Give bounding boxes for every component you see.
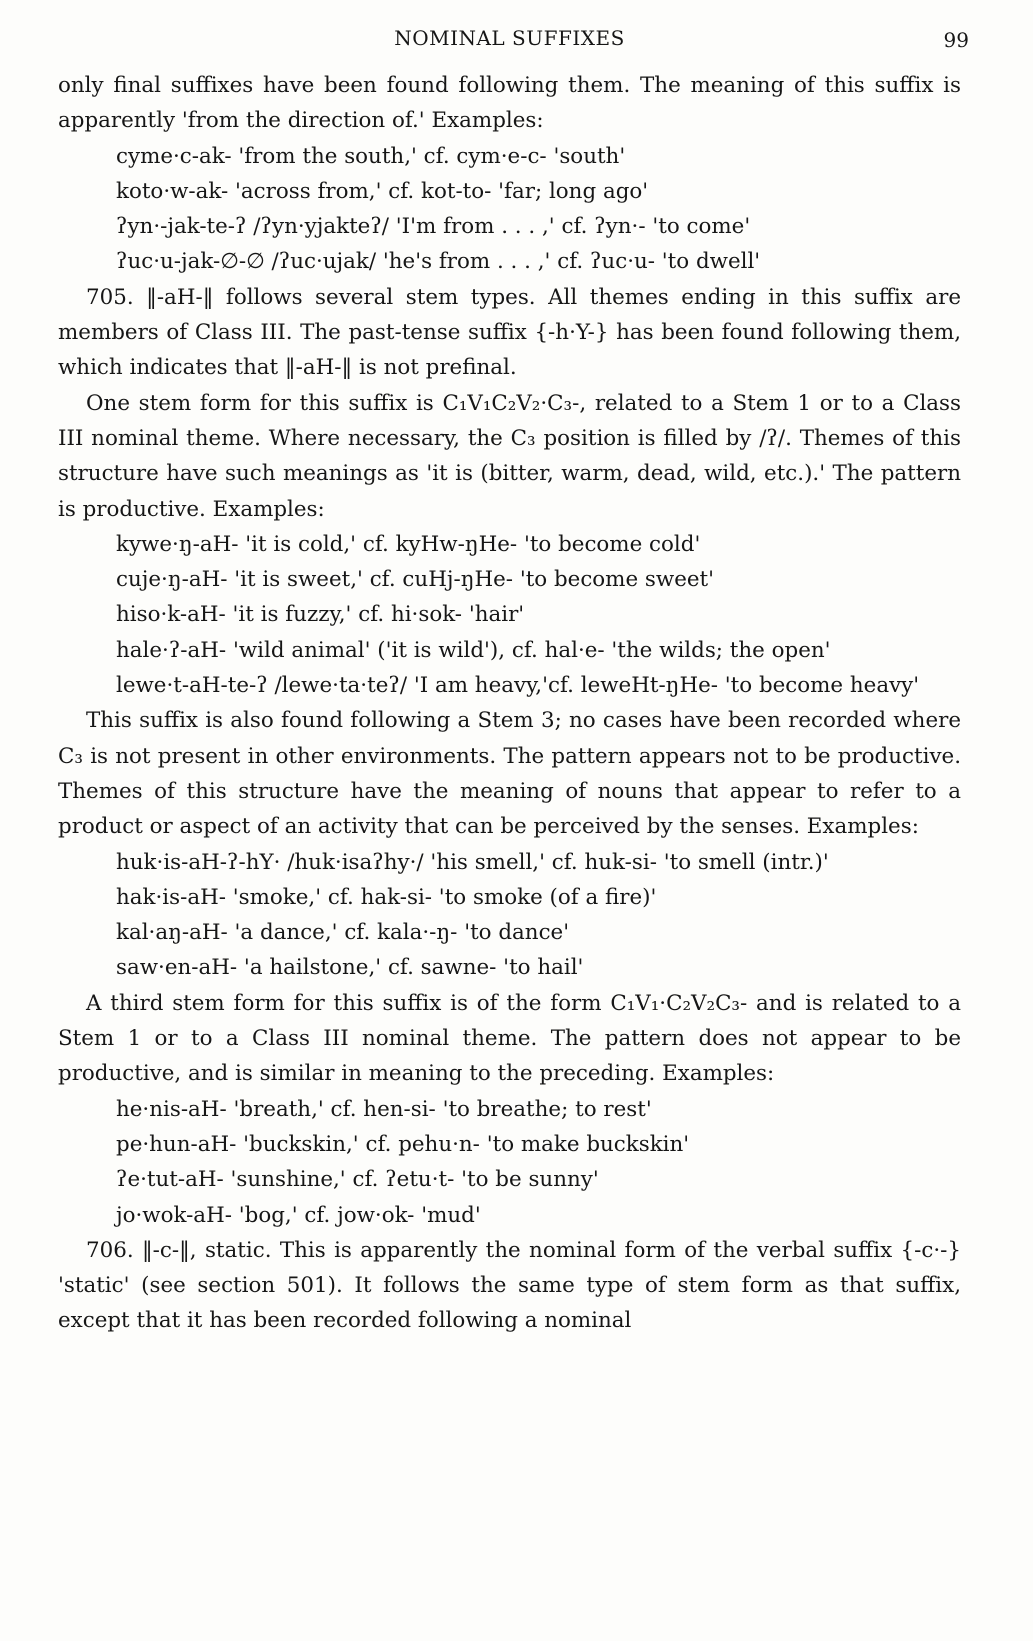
example-line: he·nis-aH- 'breath,' cf. hen-si- 'to breathe; to rest' — [116, 1096, 652, 1122]
example-line: ʔyn·-jak-te-ʔ /ʔyn·yjakteʔ/ 'I'm from . . . ,' cf. ʔyn·- 'to come' — [116, 214, 751, 240]
example-line: hiso·k-aH- 'it is fuzzy,' cf. hi·sok- 'hair' — [116, 602, 525, 628]
example-line: hale·ʔ-aH- 'wild animal' ('it is wild'), cf. hal·e- 'the wilds; the open' — [116, 637, 831, 663]
example-line: kywe·ŋ-aH- 'it is cold,' cf. kyHw-ŋHe- 'to become cold' — [116, 531, 701, 557]
running-head: NOMINAL SUFFIXES — [394, 26, 625, 50]
example-line: saw·en-aH- 'a hailstone,' cf. sawne- 'to hail' — [116, 955, 584, 981]
example-line: huk·is-aH-ʔ-hY· /huk·isaʔhy·/ 'his smell,' cf. huk-si- 'to smell (intr.)' — [116, 849, 829, 875]
example-line: jo·wok-aH- 'bog,' cf. jow·ok- 'mud' — [116, 1202, 481, 1228]
example-line: ʔe·tut-aH- 'sunshine,' cf. ʔetu·t- 'to be sunny' — [116, 1167, 599, 1193]
example-line: kal·aŋ-aH- 'a dance,' cf. kala·-ŋ- 'to dance' — [116, 920, 570, 946]
paragraph-stem-3: This suffix is also found following a Stem 3; no cases have been recorded where C₃ is not present in other environments. The pattern appears not to be productive. Themes of this structure have the meaning of nouns that appear to refer to a product or aspect of an activity that can be perceived by the senses. Examples: — [58, 708, 961, 840]
example-line: pe·hun-aH- 'buckskin,' cf. pehu·n- 'to make buckskin' — [116, 1131, 690, 1157]
page-header — [58, 22, 969, 62]
example-line: hak·is-aH- 'smoke,' cf. hak-si- 'to smoke (of a fire)' — [116, 884, 657, 910]
section-705: 705. ‖-aH-‖ follows several stem types. All themes ending in this suffix are members of Class III. The past-tense suffix {-h·Y-} has been found following them, which indicates that ‖-aH-‖ is not prefinal. — [58, 284, 961, 381]
example-line: koto·w-ak- 'across from,' cf. kot-to- 'far; long ago' — [116, 178, 649, 204]
body-text — [58, 68, 961, 1339]
example-line: cuje·ŋ-aH- 'it is sweet,' cf. cuHj-ŋHe- 'to become sweet' — [116, 567, 715, 593]
paragraph-continuation: only final suffixes have been found following them. The meaning of this suffix is apparently 'from the direction of.' Examples: — [58, 73, 961, 134]
example-line: cyme·c-ak- 'from the south,' cf. cym·e-c- 'south' — [116, 143, 626, 169]
paragraph-third-stem-form: A third stem form for this suffix is of the form C₁V₁·C₂V₂C₃- and is related to a Stem 1 or to a Class III nominal theme. The pattern does not appear to be productive, and is similar in meaning to the preceding. Examples: — [58, 990, 961, 1087]
page-number: 99 — [943, 28, 969, 52]
example-line: lewe·t-aH-te-ʔ /lewe·ta·teʔ/ 'I am heavy,'cf. leweHt-ŋHe- 'to become heavy' — [116, 673, 920, 699]
section-706: 706. ‖-c-‖, static. This is apparently the nominal form of the verbal suffix {-c·-} 'static' (see section 501). It follows the same type of stem form as that suffix, except that it has been recorded following a nominal — [58, 1237, 961, 1334]
example-line: ʔuc·u-jak-∅-∅ /ʔuc·ujak/ 'he's from . . . ,' cf. ʔuc·u- 'to dwell' — [116, 249, 761, 275]
paragraph-stem-form-1: One stem form for this suffix is C₁V₁C₂V₂·C₃-, related to a Stem 1 or to a Class III nominal theme. Where necessary, the C₃ position is filled by /ʔ/. Themes of this structure have such meanings as 'it is (bitter, warm, dead, wild, etc.).' The pattern is productive. Examples: — [58, 390, 961, 522]
